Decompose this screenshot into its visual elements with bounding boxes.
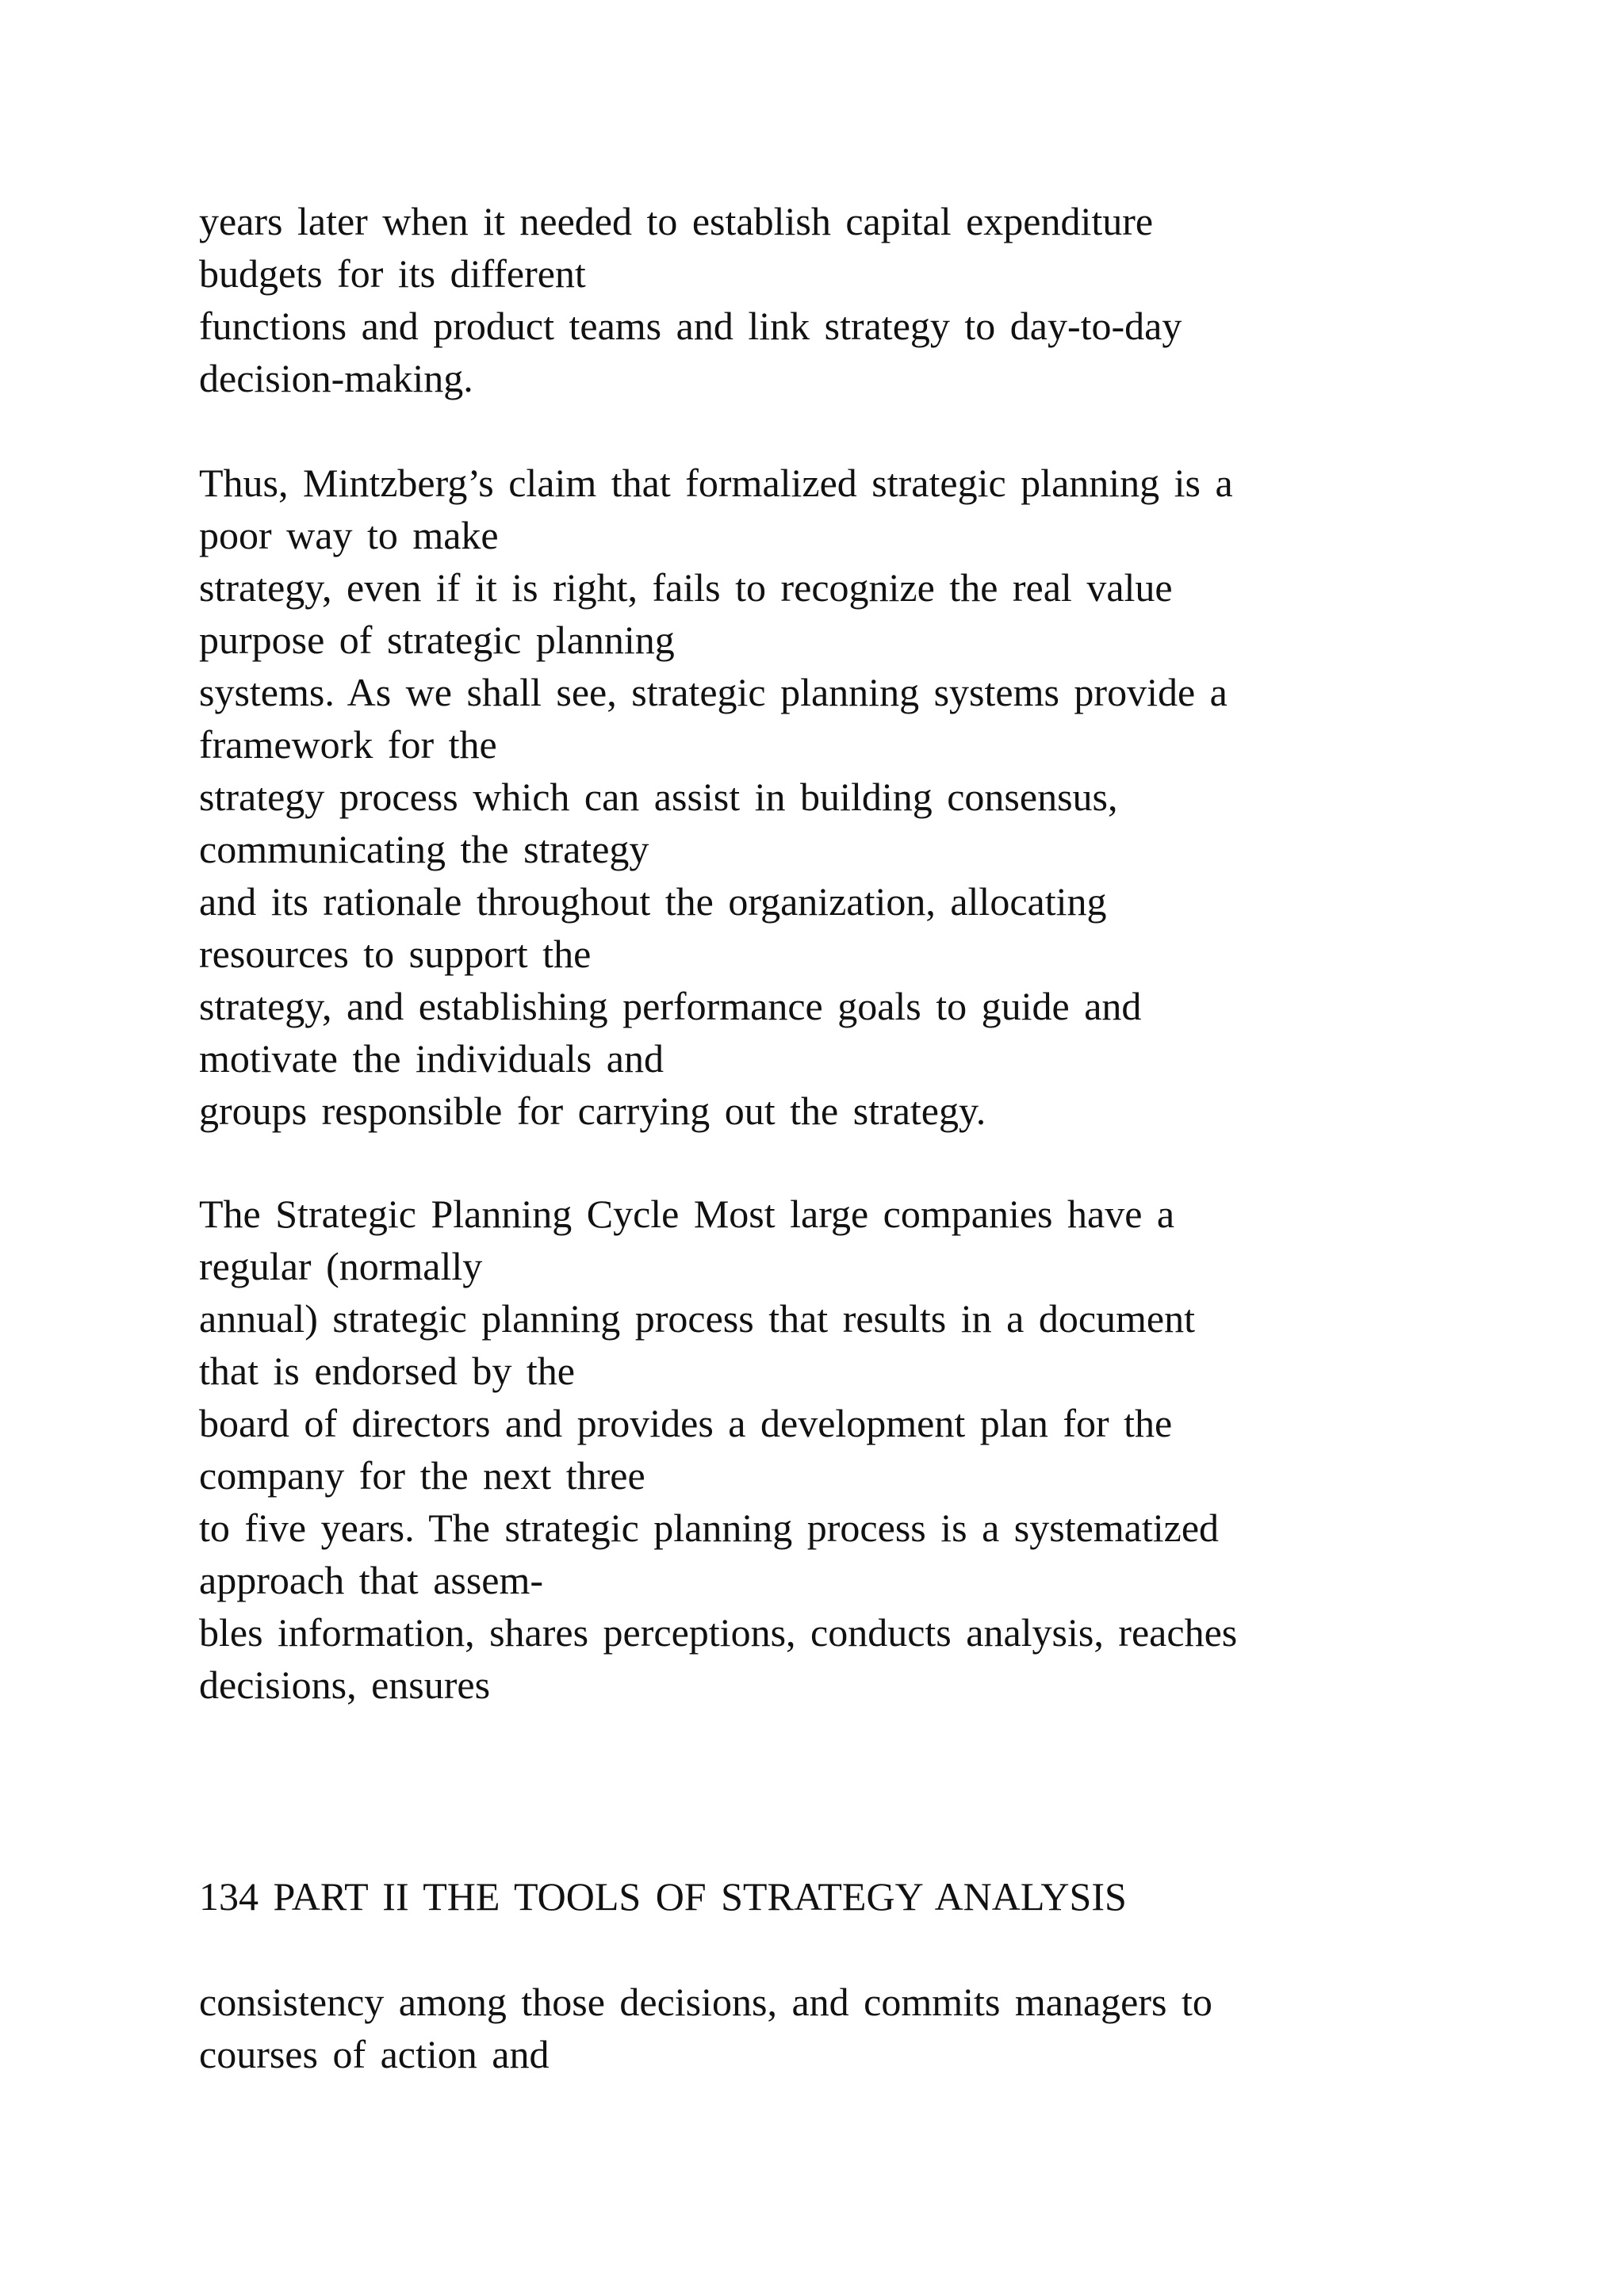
text-line: approach that assem-	[199, 1558, 544, 1602]
text-line: poor way to make	[199, 513, 499, 557]
text-line: framework for the	[199, 722, 497, 767]
text-line: to five years. The strategic planning process is a systematized	[199, 1506, 1220, 1550]
text-line: decisions, ensures	[199, 1663, 491, 1707]
text-line: regular (normally	[199, 1244, 483, 1288]
text-line: Thus, Mintzberg’s claim that formalized strategic planning is a	[199, 461, 1233, 505]
text-line: years later when it needed to establish capital expenditure	[199, 199, 1154, 243]
text-line: consistency among those decisions, and commits managers to	[199, 1980, 1212, 2024]
paragraph-capital-expenditure	[199, 195, 1468, 404]
text-line: strategy process which can assist in building consensus,	[199, 775, 1118, 819]
paragraph-strategic-planning-cycle	[199, 1188, 1468, 1711]
text-line: The Strategic Planning Cycle Most large companies have a	[199, 1192, 1175, 1236]
paragraph-consistency	[199, 1976, 1468, 2080]
text-line: systems. As we shall see, strategic planning systems provide a	[199, 670, 1228, 714]
text-line: functions and product teams and link strategy to day-to-day	[199, 304, 1182, 348]
text-line: annual) strategic planning process that results in a document	[199, 1296, 1195, 1341]
text-line: groups responsible for carrying out the strategy.	[199, 1089, 986, 1133]
text-line: and its rationale throughout the organization, allocating	[199, 879, 1107, 924]
text-line: resources to support the	[199, 932, 592, 976]
text-line: courses of action and	[199, 2032, 550, 2076]
text-line: motivate the individuals and	[199, 1036, 664, 1081]
text-line: board of directors and provides a development plan for the	[199, 1401, 1173, 1445]
text-line: strategy, and establishing performance goals to guide and	[199, 984, 1142, 1028]
text-line: purpose of strategic planning	[199, 618, 675, 662]
text-line: that is endorsed by the	[199, 1349, 575, 1393]
text-line: strategy, even if it is right, fails to recognize the real value	[199, 565, 1173, 610]
text-line: company for the next three	[199, 1453, 645, 1498]
text-line: communicating the strategy	[199, 827, 649, 871]
text-line: budgets for its different	[199, 251, 586, 296]
text-line: bles information, shares perceptions, conducts analysis, reaches	[199, 1610, 1238, 1655]
running-header-text: 134 PART II THE TOOLS OF STRATEGY ANALYSIS	[199, 1874, 1127, 1919]
running-header	[199, 1870, 1468, 1923]
paragraph-mintzberg-claim	[199, 457, 1468, 1137]
text-line: decision-making.	[199, 356, 473, 400]
